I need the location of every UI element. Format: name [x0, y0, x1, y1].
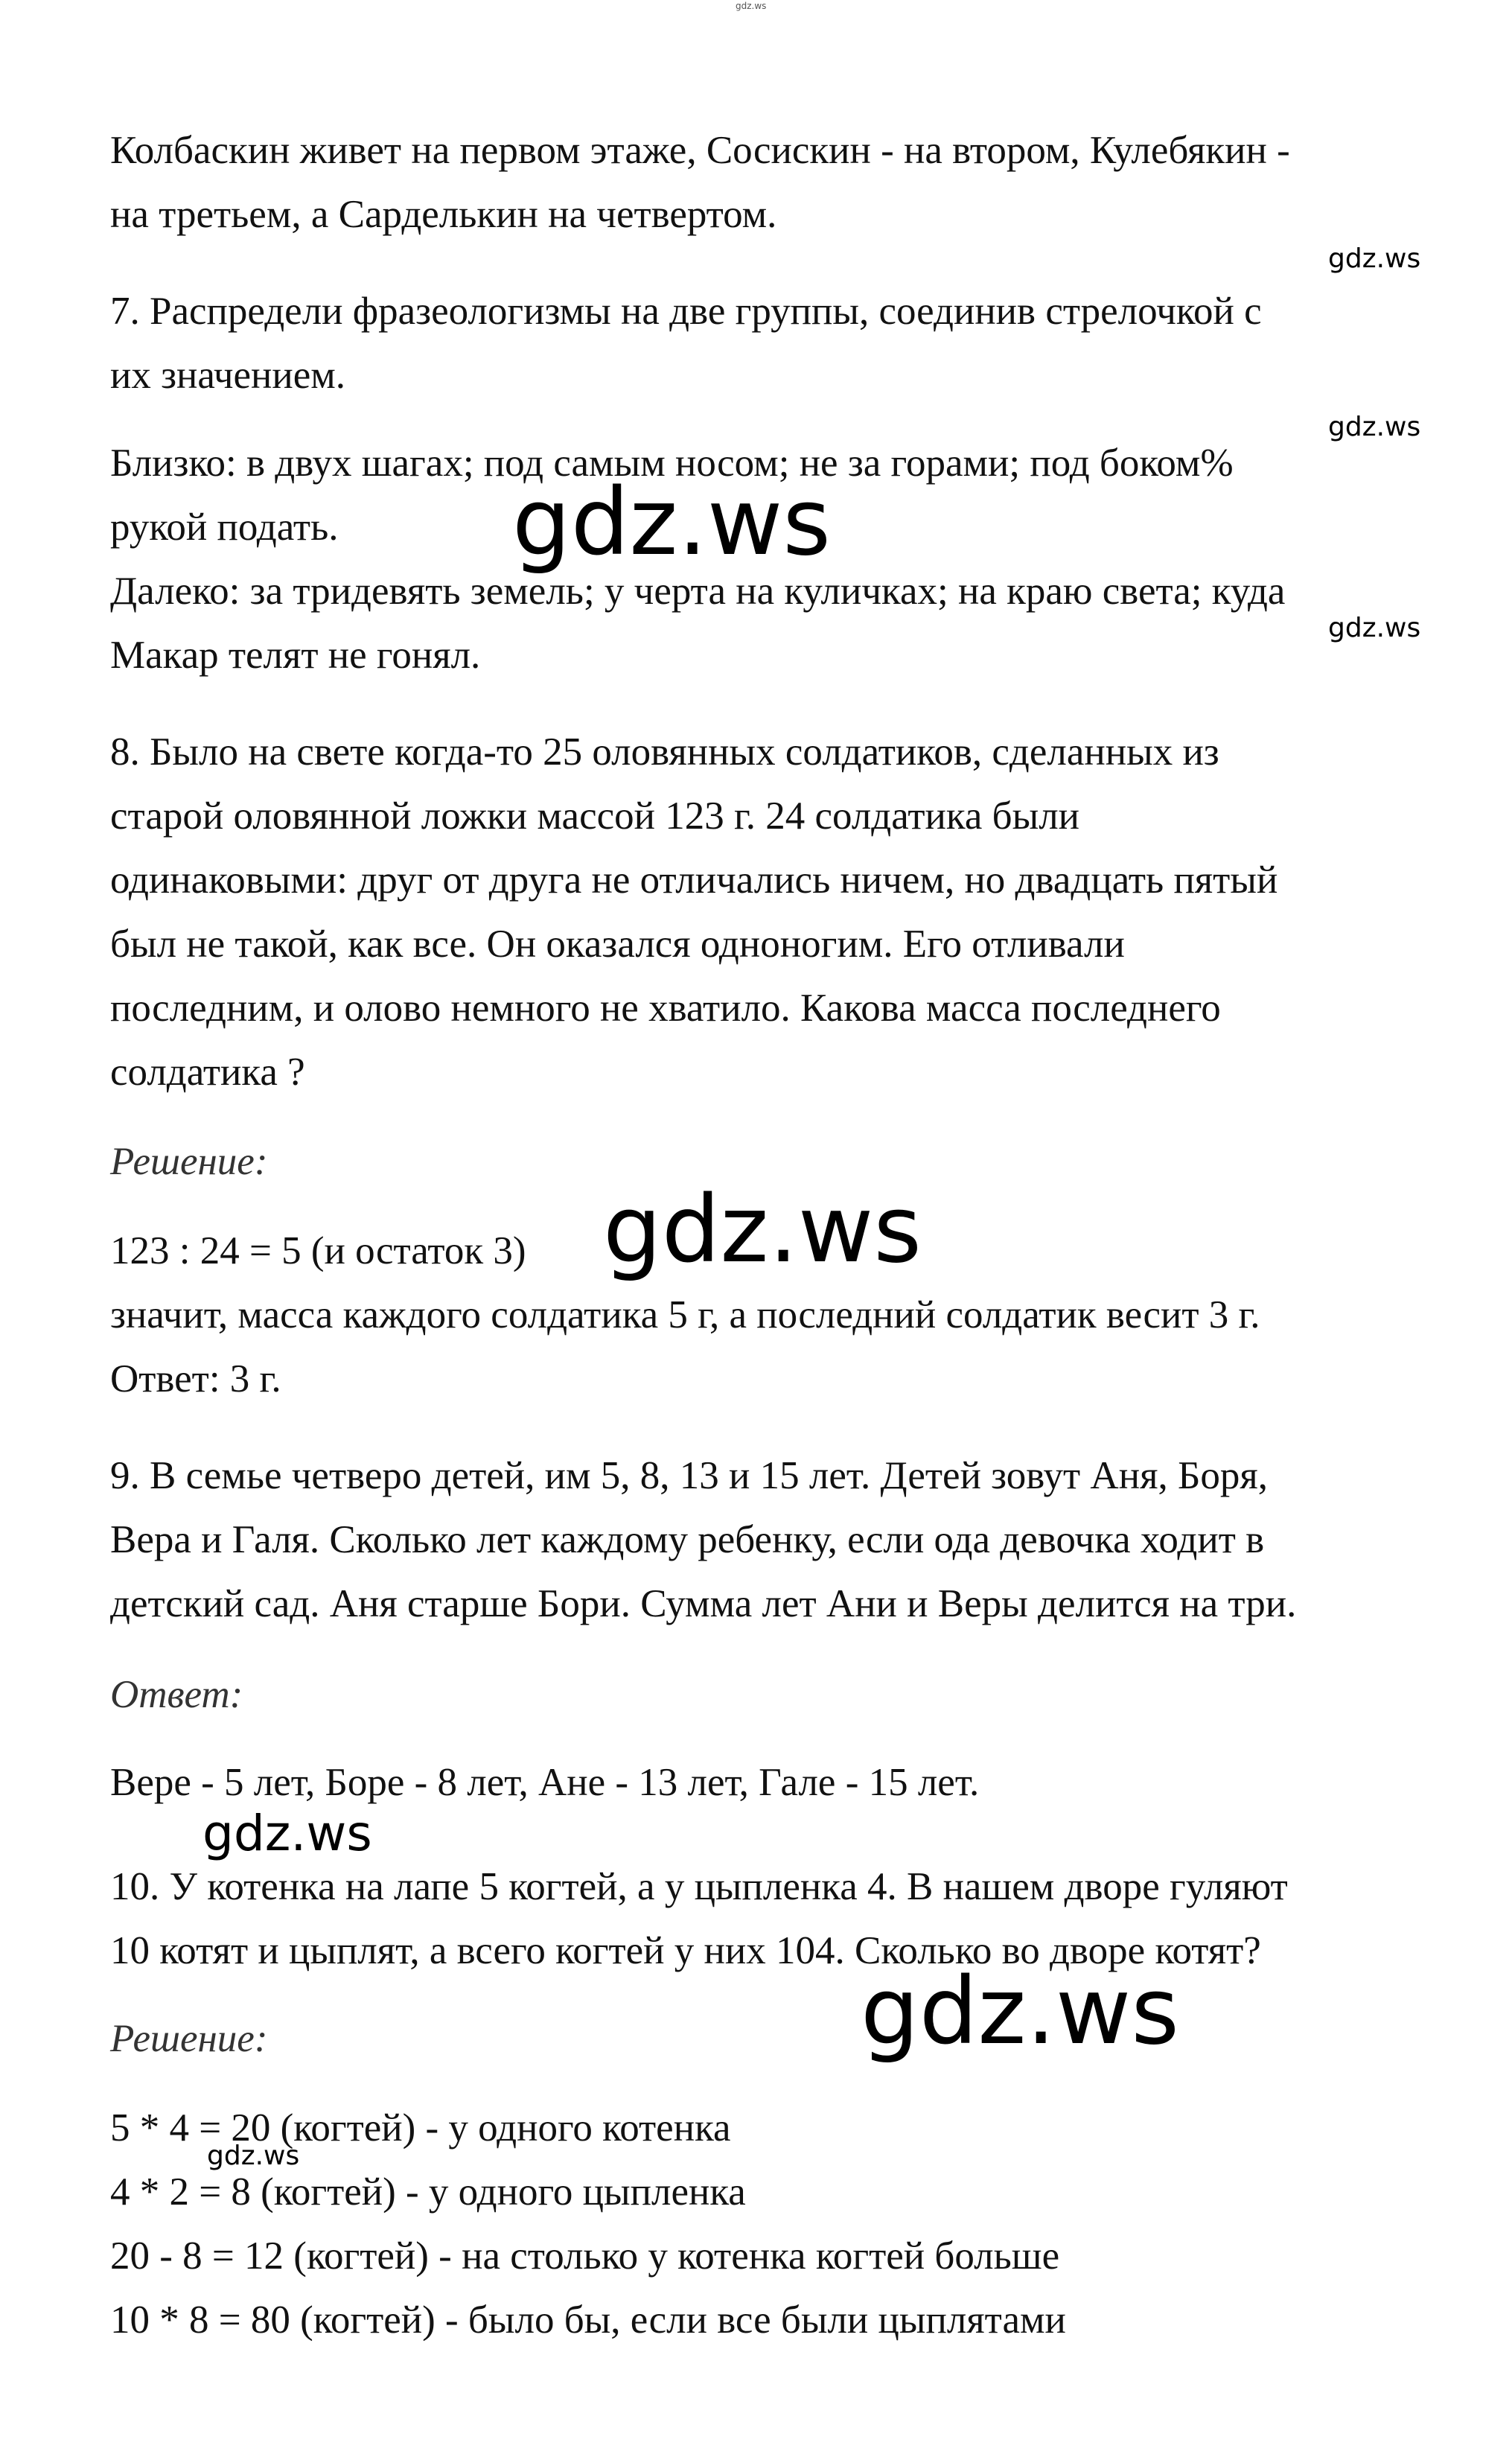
q7-line-1: 7. Распредели фразеологизмы на две группы, соединив стрелочкой с: [110, 290, 1262, 333]
watermark-large-1: gdz.ws: [512, 469, 831, 576]
answer-9-label: Ответ:: [110, 1673, 243, 1716]
q8-line-4: был не такой, как все. Он оказался одноногим. Его отливали: [110, 922, 1125, 966]
a7-line-4: Макар телят не гонял.: [110, 634, 481, 677]
q8-line-2: старой оловянной ложки массой 123 г. 24 солдатика были: [110, 794, 1080, 838]
a7-line-3: Далеко: за тридевять земель; у черта на куличках; на краю света; куда: [110, 570, 1286, 613]
watermark-small-1: gdz.ws: [1328, 243, 1421, 274]
sol10-line-3: 20 - 8 = 12 (когтей) - на столько у котенка когтей больше: [110, 2234, 1060, 2278]
watermark-small-3: gdz.ws: [1328, 613, 1421, 643]
watermark-small-4: gdz.ws: [207, 2141, 300, 2171]
q9-line-2: Вера и Галя. Сколько лет каждому ребенку, если ода девочка ходит в: [110, 1518, 1265, 1561]
q8-line-6: солдатика ?: [110, 1051, 305, 1094]
q8-line-3: одинаковыми: друг от друга не отличались ничем, но двадцать пятый: [110, 858, 1278, 902]
sol10-line-4: 10 * 8 = 80 (когтей) - было бы, если все были цыплятами: [110, 2298, 1066, 2342]
q10-line-2: 10 котят и цыплят, а всего когтей у них 104. Сколько во дворе котят?: [110, 1929, 1261, 1972]
p6-line-1: Колбаскин живет на первом этаже, Сосискин - на втором, Кулебякин -: [110, 129, 1290, 172]
watermark-small-2: gdz.ws: [1328, 412, 1421, 442]
q7-line-2: их значением.: [110, 354, 346, 397]
watermark-medium-1: gdz.ws: [202, 1805, 372, 1862]
sol8-line-1: 123 : 24 = 5 (и остаток 3): [110, 1229, 526, 1272]
p6-line-2: на третьем, а Сарделькин на четвертом.: [110, 193, 777, 236]
sol10-line-1: 5 * 4 = 20 (когтей) - у одного котенка: [110, 2106, 731, 2150]
q10-line-1: 10. У котенка на лапе 5 когтей, а у цыпленка 4. В нашем дворе гуляют: [110, 1865, 1288, 1908]
a7-line-2: рукой подать.: [110, 506, 339, 549]
solution-10-label: Решение:: [110, 2017, 268, 2060]
solution-8-label: Решение:: [110, 1140, 268, 1183]
q8-line-1: 8. Было на свете когда-то 25 оловянных солдатиков, сделанных из: [110, 730, 1219, 774]
sol10-line-2: 4 * 2 = 8 (когтей) - у одного цыпленка: [110, 2170, 746, 2214]
a7-line-1: Близко: в двух шагах; под самым носом; не за горами; под боком%: [110, 442, 1234, 485]
q8-line-5: последним, и олово немного не хватило. Какова масса последнего: [110, 987, 1221, 1030]
q9-line-1: 9. В семье четверо детей, им 5, 8, 13 и 15 лет. Детей зовут Аня, Боря,: [110, 1454, 1269, 1497]
watermark-top: gdz.ws: [736, 1, 767, 11]
watermark-large-3: gdz.ws: [861, 1958, 1179, 2065]
sol8-line-2: значит, масса каждого солдатика 5 г, а последний солдатик весит 3 г.: [110, 1293, 1260, 1336]
watermark-large-2: gdz.ws: [603, 1176, 922, 1284]
q9-line-3: детский сад. Аня старше Бори. Сумма лет Ани и Веры делится на три.: [110, 1582, 1297, 1625]
ans9-line-1: Вере - 5 лет, Боре - 8 лет, Ане - 13 лет, Гале - 15 лет.: [110, 1761, 980, 1804]
sol8-line-3: Ответ: 3 г.: [110, 1357, 281, 1401]
